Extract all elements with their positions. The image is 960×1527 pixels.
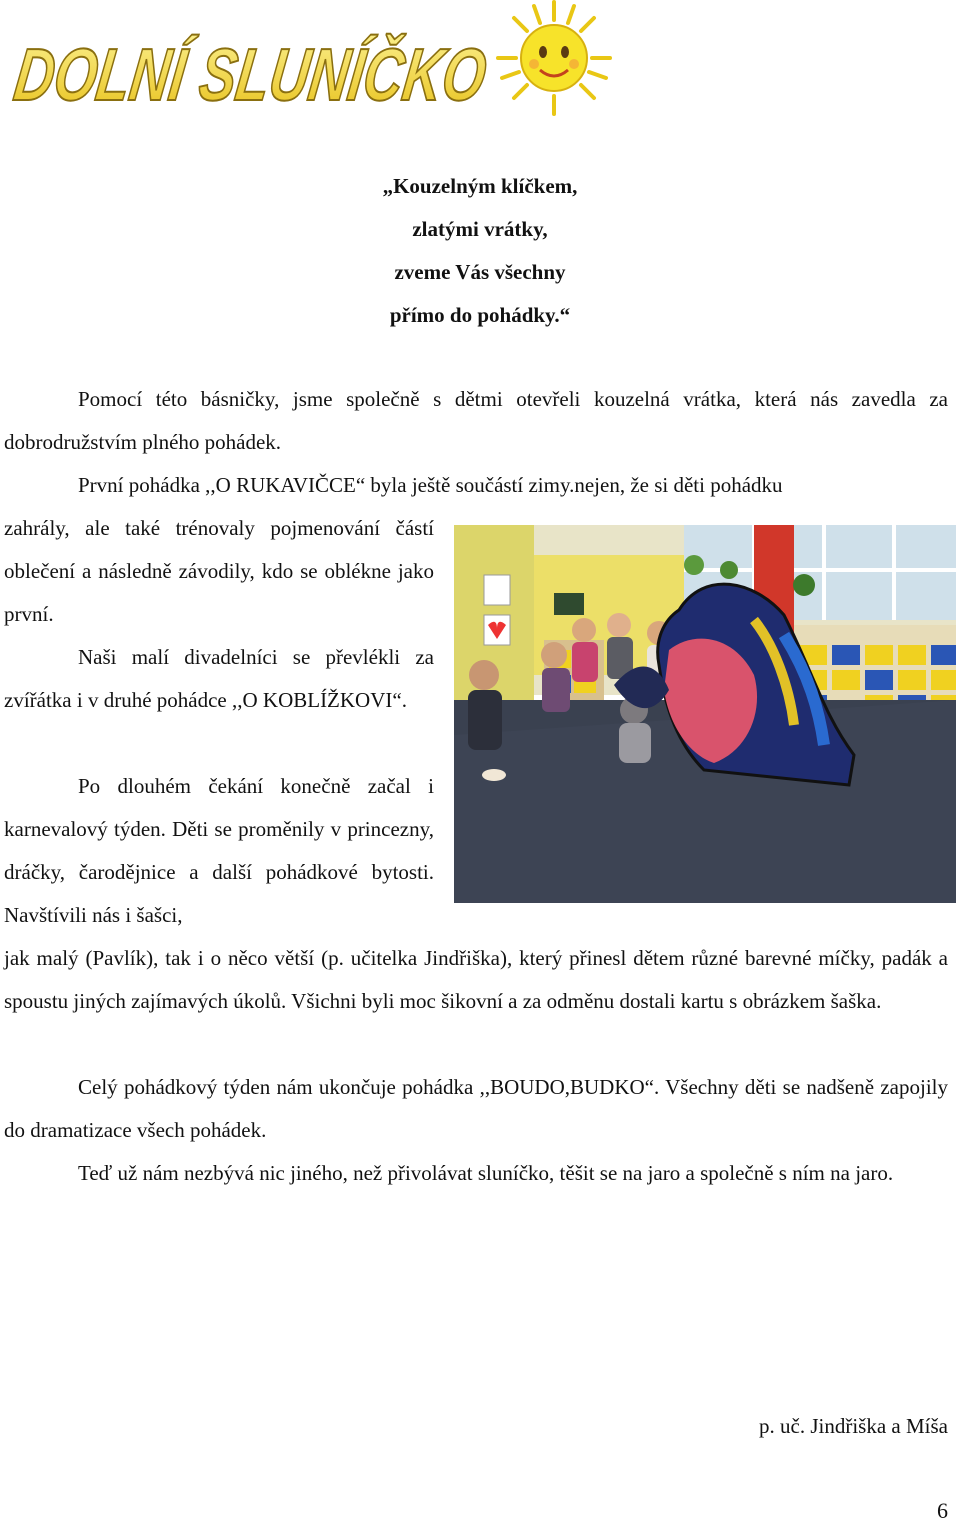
paragraph-karneval: Po dlouhém čekání konečně začal i karnevalový týden. Děti se proměnily v princezny, dráčky, čarodějnice a další pohádkové bytosti. Navštívili nás i šašci, (4, 774, 434, 927)
poem-line: přímo do pohádky.“ (389, 303, 571, 327)
signature: p. uč. Jindřiška a Míša (759, 1414, 948, 1438)
poem-line: zlatými vrátky, (412, 217, 548, 241)
paragraph-koblizek: Naši malí divadelníci se převlékli za zvířátka i v druhé pohádce ,,O KOBLÍŽKOVI“. (4, 645, 434, 712)
poem-line: zveme Vás všechny (394, 260, 566, 284)
page-number: 6 (937, 1498, 948, 1523)
poem (0, 168, 960, 340)
classroom-photo (454, 525, 956, 903)
paragraph-rukavicka-rest: zahrály, ale také trénovaly pojmenování částí oblečení a následně závodily, kdo se oblékne jako první. (4, 516, 434, 626)
paragraph-closing: Teď už nám nezbývá nic jiného, než přivolávat sluníčko, těšit se na jaro a společně s ním na jaro. (78, 1161, 894, 1185)
paragraph-rukavicka-first-line: První pohádka ,,O RUKAVIČCE“ byla ještě součástí zimy.nejen, že si děti pohádku (78, 473, 783, 497)
paragraph-intro: Pomocí této básničky, jsme společně s dětmi otevřeli kouzelná vrátka, která nás zavedla za dobrodružstvím plného pohádek. (4, 387, 948, 454)
poem-line: „Kouzelným klíčkem, (382, 174, 578, 198)
paragraph-boudo-budko: Celý pohádkový týden nám ukončuje pohádka ,,BOUDO,BUDKO“. Všechny děti se nadšeně zapojily do dramatizace všech pohádek. (4, 1075, 948, 1142)
logo (6, 0, 616, 118)
sun-icon (498, 2, 610, 114)
paragraph-karneval-continued: jak malý (Pavlík), tak i o něco větší (p. učitelka Jindřiška), který přinesl dětem různé barevné míčky, padák a spoustu jiných zajímavých úkolů. Všichni byli moc šikovní a za odměnu dostali kartu s obrázkem šaška. (4, 946, 948, 1013)
logo-text: DOLNÍ SLUNÍČKO (9, 33, 616, 116)
